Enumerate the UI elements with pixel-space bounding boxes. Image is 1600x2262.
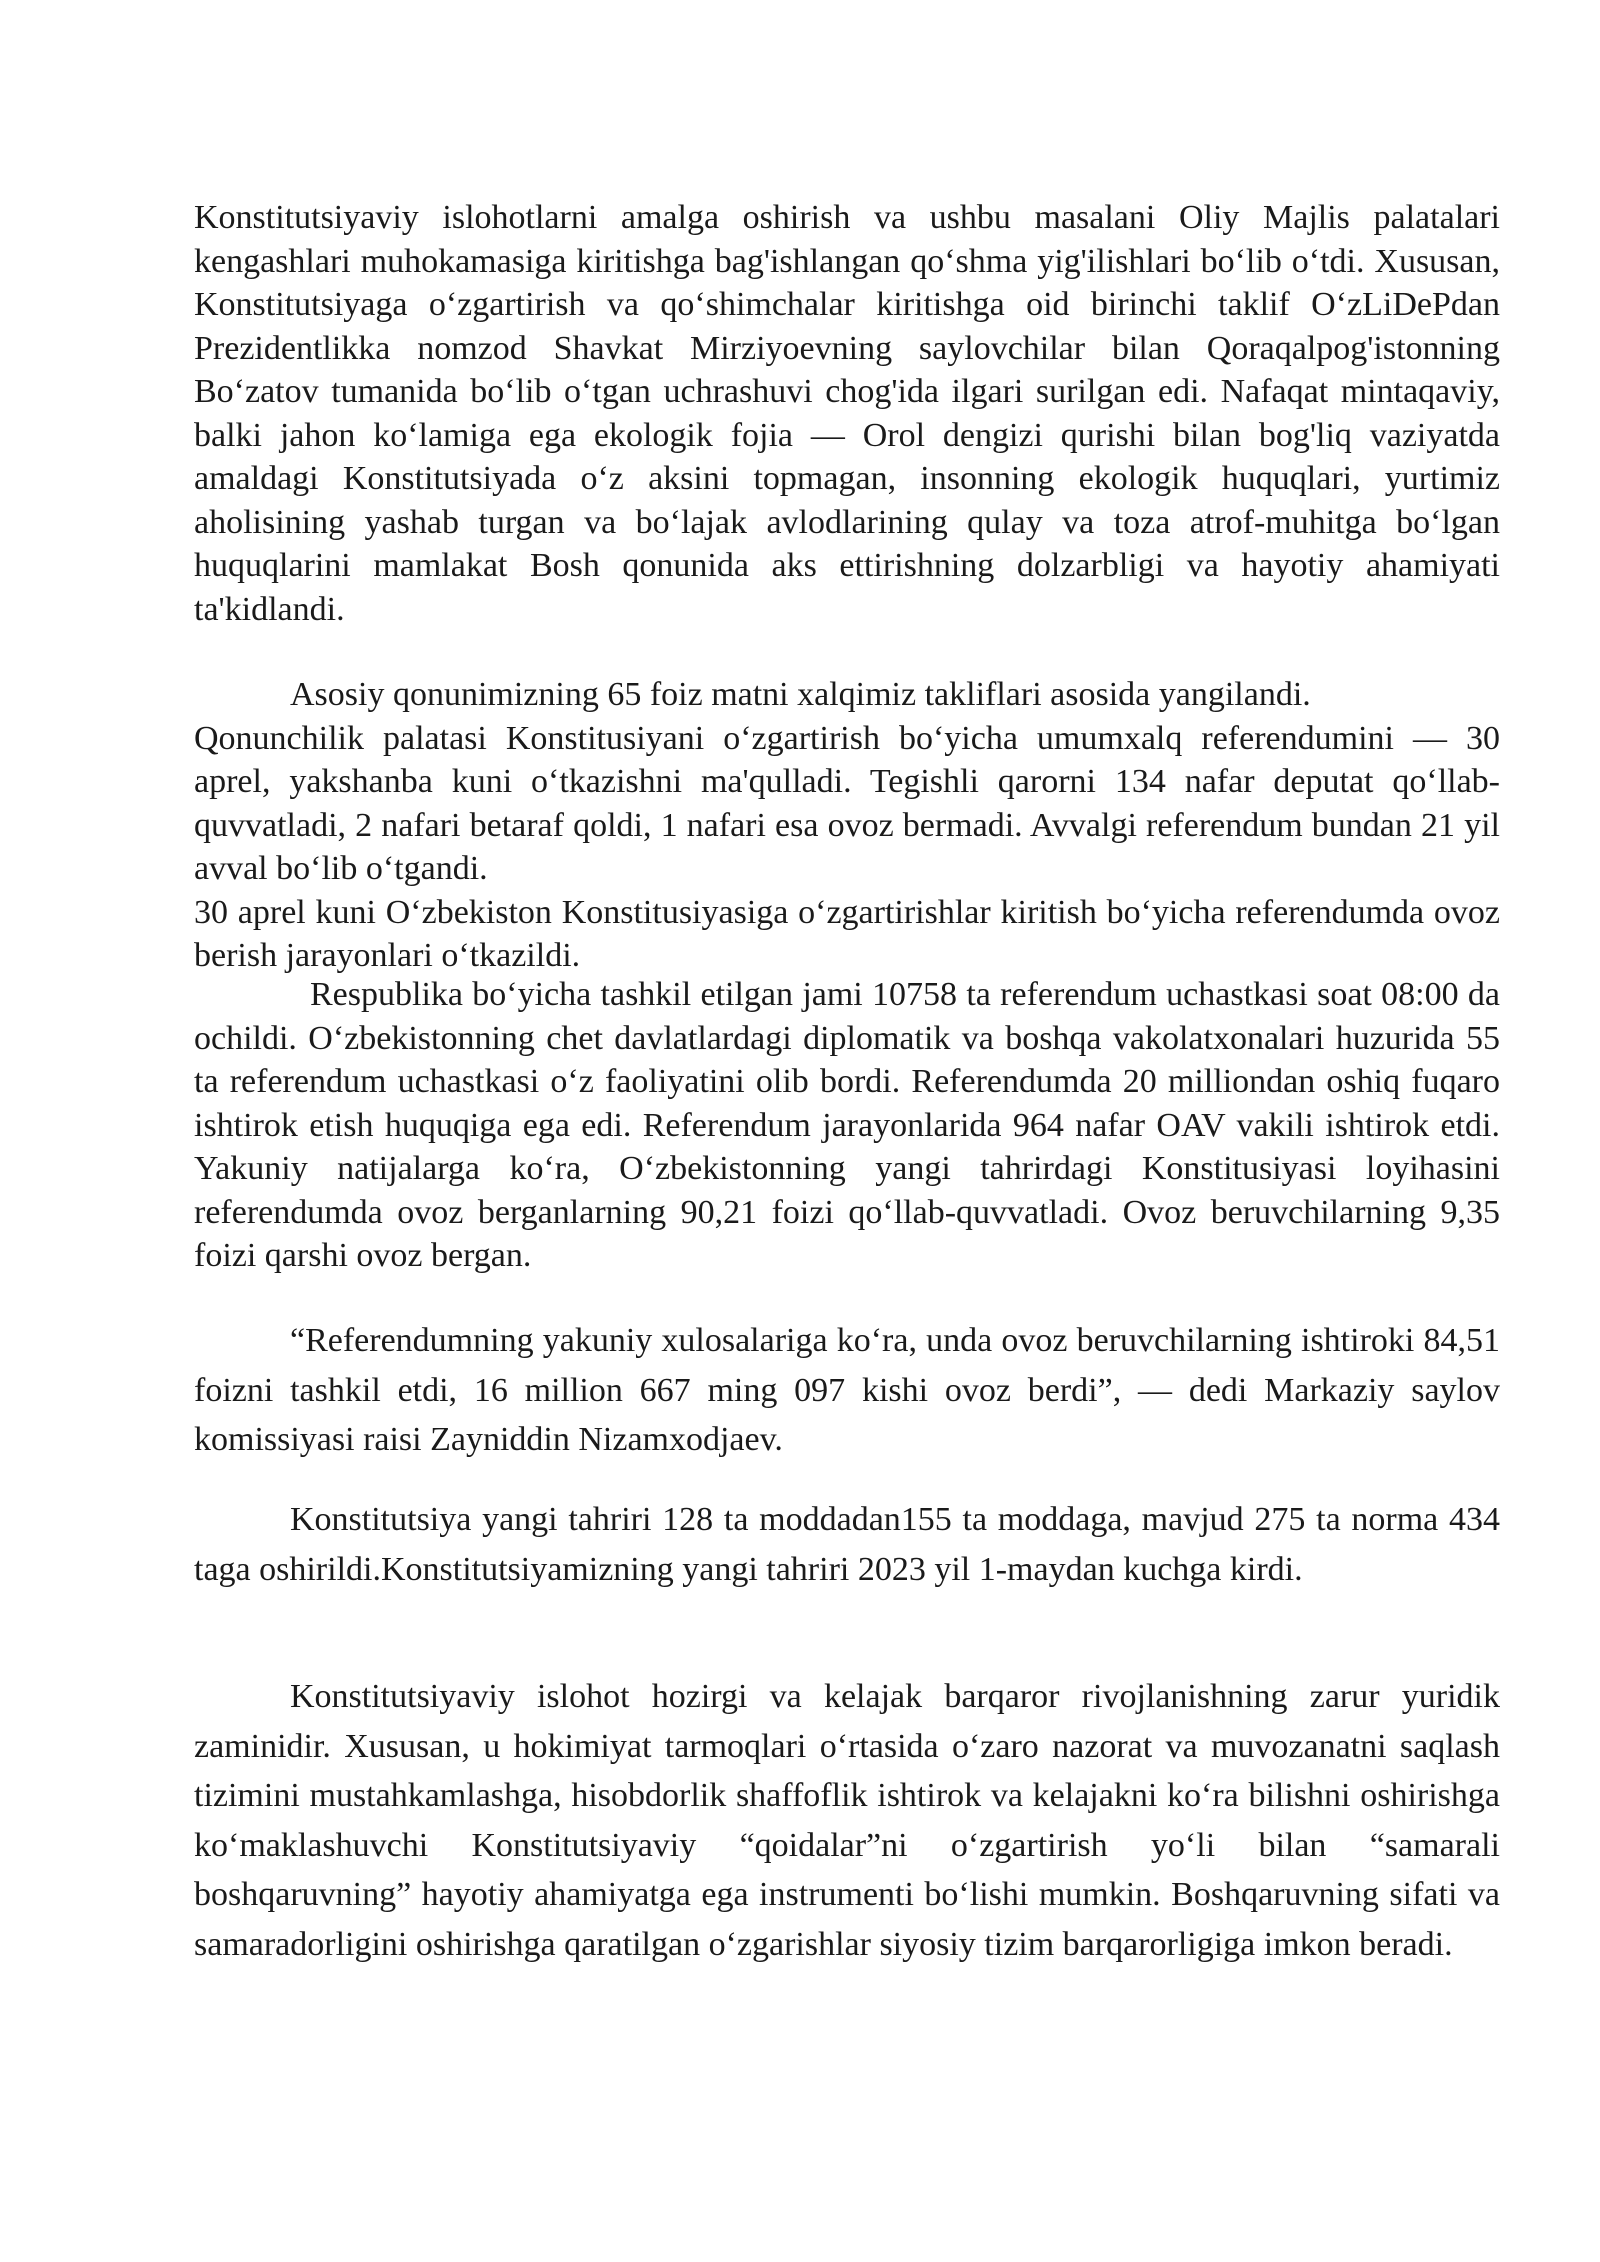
paragraph-referendum-stations: Respublika bo‘yicha tashkil etilgan jami 10758 ta referendum uchastkasi soat 08:00 da ochildi. O‘zbekistonning chet davlatlardagi diplomatik va boshqa vakolatxonalari huzurida 55 ta referendum uchastkasi o‘z faoliyatini olib bordi. Referendumda 20 milliondan oshiq fuqaro ishtirok etish huquqiga ega edi. Referendum jarayonlarida 964 nafar OAV vakili ishtirok etdi. Yakuniy natijalarga ko‘ra, O‘zbekistonning yangi tahrirdagi Konstitusiyasi loyihasini referendumda ovoz berganlarning 90,21 foizi qo‘llab-quvvatladi. Ovoz beruvchilarning 9,35 foizi qarshi ovoz bergan. (194, 976, 1500, 1274)
paragraph-text-renewal: Asosiy qonunimizning 65 foiz matni xalqimiz takliflari asosida yangilandi. (290, 676, 1311, 713)
paragraph-reform-legal-foundation: Konstitutsiyaviy islohot hozirgi va kelajak barqaror rivojlanishning zarur yuridik zaminidir. Xususan, u hokimiyat tarmoqlari o‘rtasida o‘zaro nazorat va muvozanatni saqlash tizimini mustahkamlashga, hisobdorlik shaffoflik ishtirok va kelajakni ko‘ra bilishni oshirishga ko‘maklashuvchi Konstitutsiyaviy “qoidalar”ni o‘zgartirish yo‘li bilan “samarali boshqaruvning” hayotiy ahamiyatga ega instrumenti bo‘lishi mumkin. Boshqaruvning sifati va samaradorligini oshirishga qaratilgan o‘zgarishlar siyosiy tizim barqarorligiga imkon beradi. (194, 1678, 1500, 1963)
paragraph-election-commission-quote: “Referendumning yakuniy xulosalariga ko‘ra, unda ovoz beruvchilarning ishtiroki 84,51 foizni tashkil etdi, 16 million 667 ming 097 kishi ovoz berdi”, — dedi Markaziy saylov komissiyasi raisi Zayniddin Nizamxodjaev. (194, 1322, 1500, 1458)
paragraph-constitutional-reform-intro: Konstitutsiyaviy islohotlarni amalga oshirish va ushbu masalani Oliy Majlis palatalari kengashlari muhokamasiga kiritishga bag'ishlangan qo‘shma yig'ilishlari bo‘lib o‘tdi. Xususan, Konstitutsiyaga o‘zgartirish va qo‘shimchalar kiritishga oid birinchi taklif O‘zLiDePdan Prezidentlikka nomzod Shavkat Mirziyoevning saylovchilar bilan Qoraqalpog'istonning Bo‘zatov tumanida bo‘lib o‘tgan uchrashuvi chog'ida ilgari surilgan edi. Nafaqat mintaqaviy, balki jahon ko‘lamiga ega ekologik fojia — Orol dengizi qurishi bilan bog'liq vaziyatda amaldagi Konstitutsiyada o‘z aksini topmagan, insonning ekologik huquqlari, yurtimiz aholisining yashab turgan va bo‘lajak avlodlarining qulay va toza atrof-muhitga bo‘lgan huquqlarini mamlakat Bosh qonunida aks ettirishning dolzarbligi va hayotiy ahamiyati ta'kidlandi. (194, 199, 1500, 628)
paragraph-legislative-chamber-approval: Qonunchilik palatasi Konstitusiyani o‘zgartirish bo‘yicha umumxalq referendumini — 30 aprel, yakshanba kuni o‘tkazishni ma'qulladi. Tegishli qarorni 134 nafar deputat qo‘llab-quvvatladi, 2 nafari betaraf qoldi, 1 nafari esa ovoz bermadi. Avvalgi referendum bundan 21 yil avval bo‘lib o‘tgandi. (194, 719, 1500, 887)
paragraph-april-30-voting: 30 aprel kuni O‘zbekiston Konstitusiyasiga o‘zgartirishlar kiritish bo‘yicha referendumda ovoz berish jarayonlari o‘tkazildi. (194, 893, 1500, 974)
paragraph-group-referendum-announcement (194, 673, 1500, 978)
paragraph-new-edition-articles: Konstitutsiya yangi tahriri 128 ta moddadan155 ta moddaga, mavjud 275 ta norma 434 taga oshirildi.Konstitutsiyamizning yangi tahriri 2023 yil 1-maydan kuchga kirdi. (194, 1501, 1500, 1588)
